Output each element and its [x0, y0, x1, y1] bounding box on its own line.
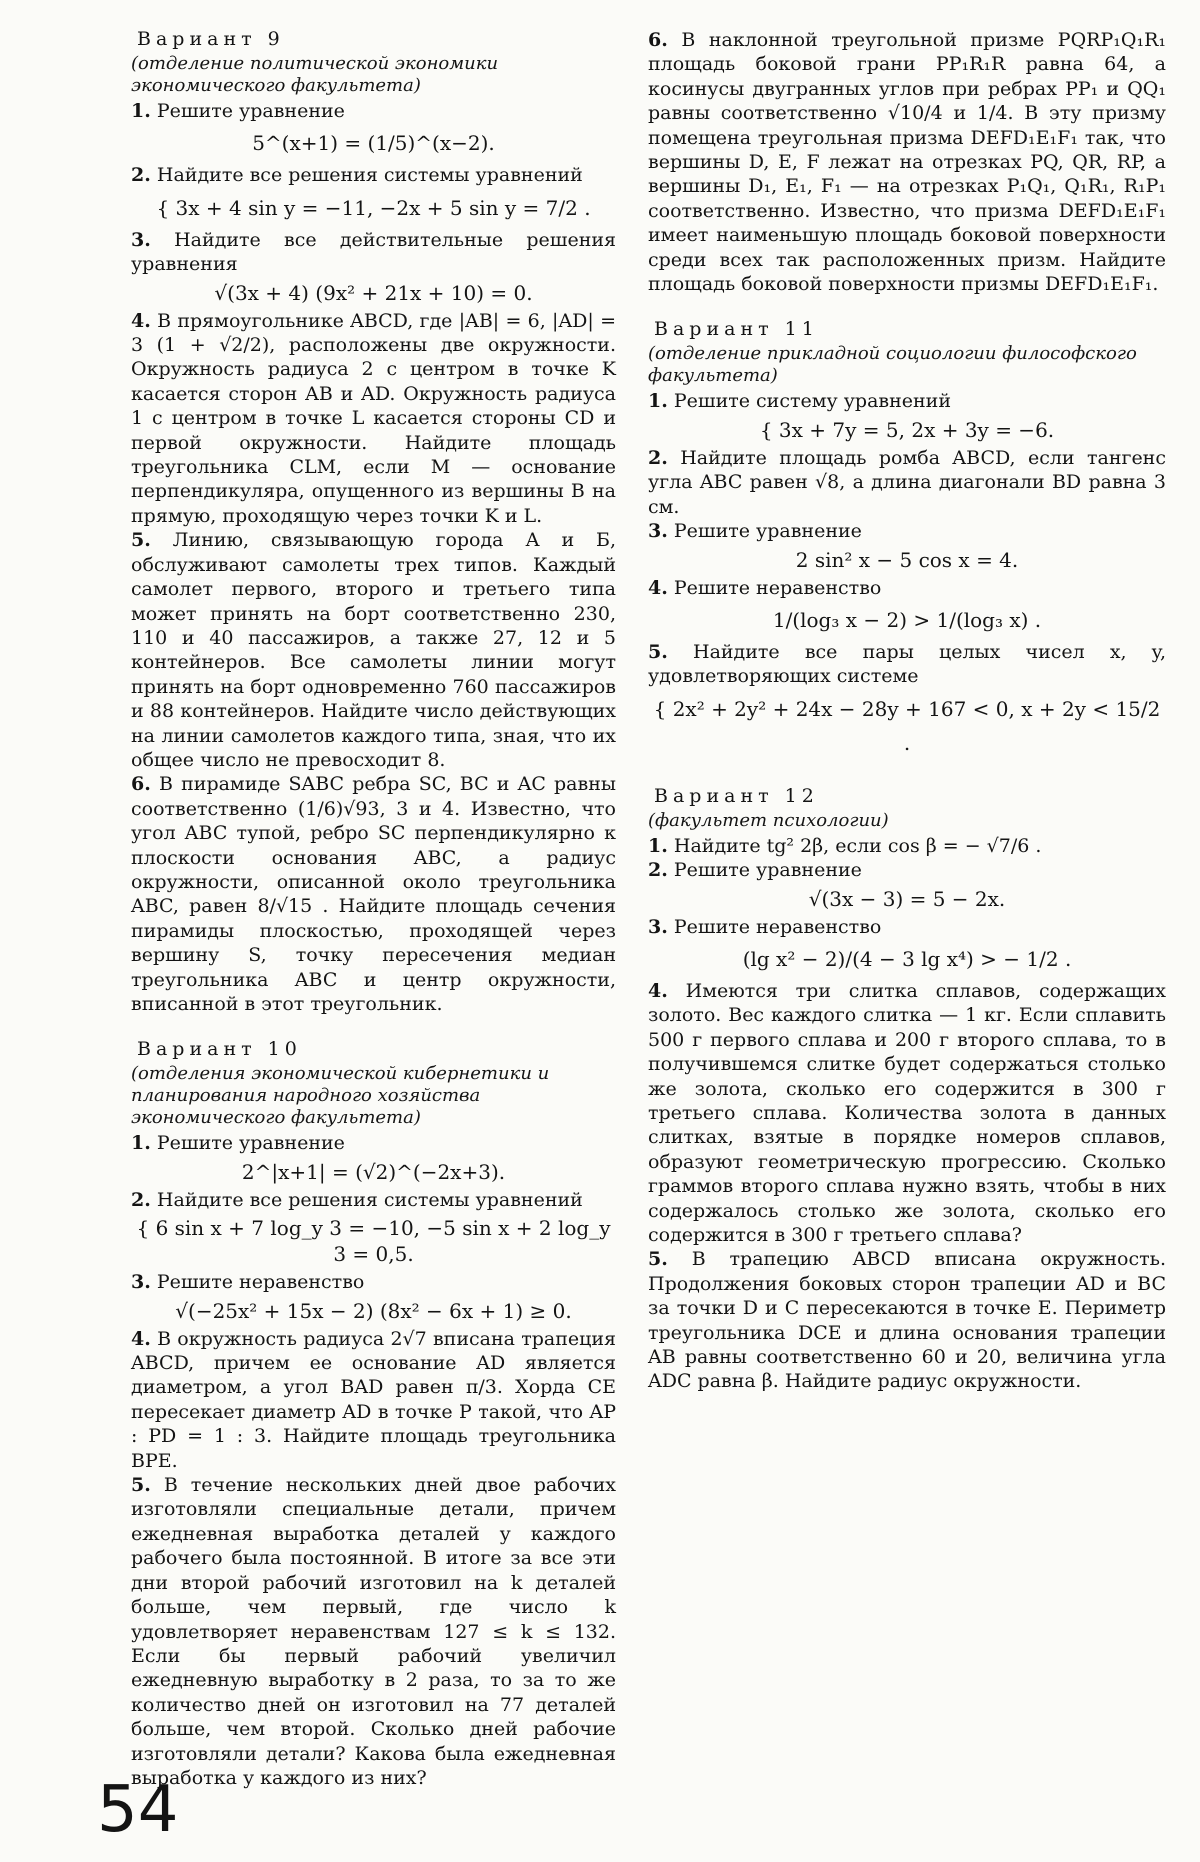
problem-text: Решите уравнение: [673, 859, 862, 882]
problem: [648, 979, 1166, 1247]
problem-formula: { 2x² + 2y² + 24x − 28y + 167 < 0, x + 2y < 15/2 .: [653, 696, 1161, 755]
problem-formula: 5^(x+1) = (1/5)^(x−2).: [252, 131, 495, 156]
problem-number: 1.: [648, 834, 668, 857]
problem-text: Решите неравенство: [673, 915, 882, 938]
problem-text: Решите уравнение: [156, 100, 345, 122]
page-number: 54: [97, 1773, 179, 1847]
problem-text: Решите неравенство: [156, 1271, 365, 1294]
problem-number: 3.: [648, 915, 668, 938]
problem-text: Решите уравнение: [156, 1132, 345, 1155]
problem-number: 2.: [648, 446, 668, 469]
problem: [648, 1247, 1166, 1393]
problem-number: 3.: [131, 1271, 151, 1294]
problem: [648, 576, 1166, 600]
problem-text: Линию, связывающую города А и Б, обслуживают самолеты трех типов. Каждый самолет первого, второго и третьего типа может принять на борт соответственно 230, 110 и 40 пассажиров, а также 27, 12 и 5 контейнеров. Все самолеты линии могут принять на борт одновременно 760 пассажиров и 88 контейнеров. Найдите число действующих на линии самолетов каждого типа, зная, что их общее число не превосходит 8.: [131, 529, 616, 771]
problem-formula: √(−25x² + 15x − 2) (8x² − 6x + 1) ≥ 0.: [175, 1298, 572, 1323]
problem-text: В окружность радиуса 2√7 вписана трапеция ABCD, причем ее основание AD является диаметром, а угол BAD равен π/3. Хорда CE пересекает диаметр AD в точке P такой, что AP : PD = 1 : 3. Найдите площадь треугольника BPE.: [131, 1327, 616, 1472]
problem-text: Найдите площадь ромба ABCD, если тангенс угла ABC равен √8, а длина диагонали BD равна 3 см.: [648, 446, 1166, 518]
variant-9: [131, 28, 616, 1016]
problem-text: В трапецию ABCD вписана окружность. Продолжения боковых сторон трапеции AD и BC за точки D и C пересекаются в точке E. Периметр треугольника DCE и длина основания трапеции AB равны соответственно 60 и 20, величина угла ADC равна β. Найдите радиус окружности.: [648, 1248, 1166, 1393]
problem: [131, 1327, 616, 1473]
problem-formula: √(3x − 3) = 5 − 2x.: [808, 886, 1006, 911]
problem: [648, 915, 1166, 939]
problem: [648, 389, 1166, 413]
problem-text: В наклонной треугольной призме PQRP₁Q₁R₁ площадь боковой грани PP₁R₁R равна 64, а косинусы двугранных углов при ребрах PP₁ и QQ₁ равны соответственно √10/4 и 1/4. В эту призму помещена треугольная призма DEFD₁E₁F₁ так, что вершины D, E, F лежат на отрезках PQ, QR, RP, а вершины D₁, E₁, F₁ — на отрезках P₁Q₁, Q₁R₁, R₁P₁ соответственно. Известно, что призма DEFD₁E₁F₁ имеет наименьшую площадь боковой поверхности среди всех так расположенных призм. Найдите площадь боковой поверхности призмы DEFD₁E₁F₁.: [648, 29, 1166, 296]
problem-formula: 2 sin² x − 5 cos x = 4.: [795, 547, 1019, 572]
left-column: [131, 28, 616, 1790]
variant-subtitle: (факультет психологии): [648, 809, 889, 831]
problem-text: Решите систему уравнений: [673, 390, 952, 413]
problem-number: 4.: [648, 576, 668, 599]
problem-number: 1.: [648, 390, 668, 413]
problem: [131, 1131, 616, 1155]
problem-number: 5.: [648, 640, 668, 663]
problem-text: Найдите tg² 2β, если cos β = − √7/6 .: [673, 834, 1042, 857]
problem: [648, 519, 1166, 543]
variant-12: [648, 785, 1166, 1394]
problem-text: Найдите все решения системы уравнений: [156, 164, 583, 187]
problem-formula: { 6 sin x + 7 log_y 3 = −10, −5 sin x + 2 log_y 3 = 0,5.: [136, 1216, 611, 1267]
variant-10: [131, 1038, 616, 1790]
problem: [648, 834, 1166, 858]
variant-title: Вариант 9: [137, 28, 285, 50]
problem: [131, 309, 616, 529]
problem: [648, 28, 1166, 296]
variant-subtitle: (отделение прикладной социологии философского факультета): [648, 343, 1137, 387]
variant-subtitle: (отделение политической экономики экономического факультета): [131, 53, 499, 96]
problem: [648, 640, 1166, 689]
problem-number: 5.: [131, 1474, 151, 1497]
problem-number: 5.: [131, 529, 151, 552]
problem: [131, 1270, 616, 1294]
problem-number: 4.: [131, 1327, 151, 1350]
variant-title: Вариант 12: [654, 784, 819, 807]
problem: [131, 163, 616, 187]
variant-11: [648, 318, 1166, 759]
problem-text: В прямоугольнике ABCD, где |AB| = 6, |AD| = 3 (1 + √2/2), расположены две окружности. Окружность радиуса 2 с центром в точке K касается сторон AB и AD. Окружность радиуса 1 с центром в точке L касается стороны CD и первой окружности. Найдите площадь треугольника CLM, если M — основание перпендикуляра, опущенного из вершины B на прямую, проходящую через точки K и L.: [131, 309, 616, 527]
problem-text: Найдите все пары целых чисел x, y, удовлетворяющих системе: [648, 640, 1166, 688]
problem-text: Имеются три слитка сплавов, содержащих золото. Вес каждого слитка — 1 кг. Если сплавить 500 г первого сплава и 200 г второго сплава, то в получившемся слитке будет содержаться столько же золота, сколько его содержится в 300 г третьего сплава. Количества золота в данных слитках, взятые в порядке номеров сплавов, образуют геометрическую прогрессию. Сколько граммов второго сплава нужно взять, чтобы в них содержалось столько же золота, сколько его содержится в 300 г третьего сплава?: [648, 979, 1167, 1246]
problem-number: 1.: [131, 100, 151, 122]
problem-formula: (lg x² − 2)/(4 − 3 lg x⁴) > − 1/2 .: [742, 946, 1072, 971]
problem-number: 2.: [648, 859, 668, 882]
problem-number: 6.: [648, 29, 668, 51]
problem: [131, 772, 616, 1016]
problem-formula: √(3x + 4) (9x² + 21x + 10) = 0.: [214, 280, 533, 305]
problem-number: 3.: [648, 520, 668, 543]
problem-text: Найдите все действительные решения уравнения: [131, 228, 617, 276]
problem-formula: 1/(log₃ x − 2) > 1/(log₃ x) .: [772, 607, 1042, 632]
problem-text: Найдите все решения системы уравнений: [156, 1188, 583, 1211]
variant-title: Вариант 10: [137, 1038, 302, 1061]
problem: [131, 1188, 616, 1212]
problem: [131, 228, 616, 277]
problem: [131, 1473, 616, 1790]
problem-text: В течение нескольких дней двое рабочих изготовляли специальные детали, причем ежедневная выработка деталей у каждого рабочего была постоянной. В итоге за все эти дни второй рабочий изготовил на k деталей больше, чем первый, где число k удовлетворяет неравенствам 127 ≤ k ≤ 132. Если бы первый рабочий увеличил ежедневную выработку в 2 раза, то за то же количество дней он изготовил на 77 деталей больше, чем второй. Сколько дней рабочие изготовляли детали? Какова была ежедневная выработка у каждого из них?: [131, 1474, 616, 1789]
problem-text: Решите неравенство: [673, 576, 882, 599]
variant-title: Вариант 11: [654, 318, 819, 341]
problem-formula: 2^|x+1| = (√2)^(−2x+3).: [241, 1159, 506, 1184]
problem-formula: { 3x + 4 sin y = −11, −2x + 5 sin y = 7/2 .: [156, 195, 591, 220]
problem: [648, 446, 1166, 519]
problem-number: 1.: [131, 1132, 151, 1155]
problem: [131, 528, 616, 772]
problem-number: 5.: [648, 1248, 668, 1271]
problem-number: 3.: [131, 228, 151, 251]
problem-number: 4.: [648, 979, 668, 1002]
problem-text: В пирамиде SABC ребра SC, BC и AC равны соответственно (1/6)√93, 3 и 4. Известно, что угол ABC тупой, ребро SC перпендикулярно к плоскости основания ABC, а радиус окружности, описанной около треугольника ABC, равен 8/√15 . Найдите площадь сечения пирамиды плоскостью, проходящей через вершину S, точку пересечения медиан треугольника ABC и центр окружности, вписанной в этот треугольник.: [131, 773, 616, 1015]
problem-formula: { 3x + 7y = 5, 2x + 3y = −6.: [759, 417, 1055, 442]
problem-number: 6.: [131, 773, 151, 796]
problem-number: 2.: [131, 164, 151, 187]
variant-subtitle: (отделения экономической кибернетики и планирования народного хозяйства экономического факультета): [131, 1063, 550, 1129]
problem: [648, 858, 1166, 882]
problem: [131, 99, 616, 123]
problem-number: 2.: [131, 1188, 151, 1211]
problem-number: 4.: [131, 309, 151, 332]
problem-text: Решите уравнение: [673, 520, 862, 543]
right-column: [648, 28, 1166, 1394]
